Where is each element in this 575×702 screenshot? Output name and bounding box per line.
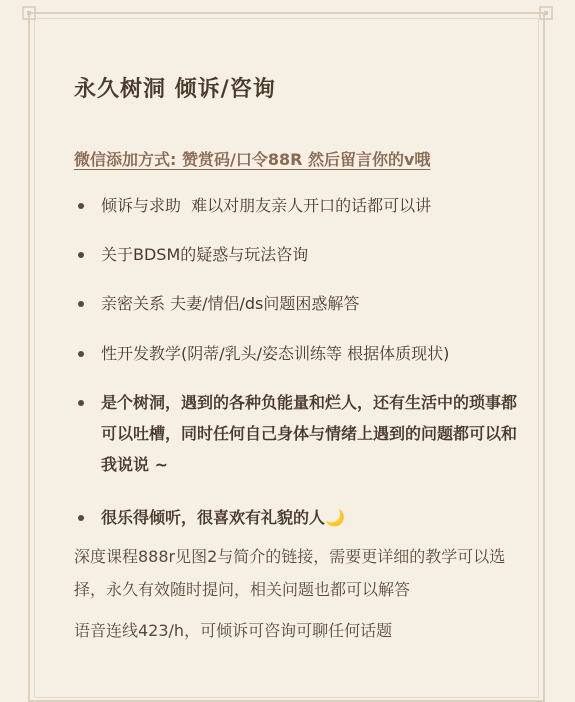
bullet-icon [78, 301, 84, 307]
list-item [78, 338, 518, 369]
list-item [78, 239, 518, 270]
bullet-icon [78, 203, 84, 209]
bullet-icon [78, 252, 84, 258]
list-item-text: 很乐得倾听，很喜欢有礼貌的人 [101, 508, 326, 527]
bullet-icon [78, 400, 84, 406]
voice-call-paragraph: 语音连线423/h，可倾诉可咨询可聊任何话题 [74, 621, 393, 640]
list-item-text-wrap [101, 502, 518, 533]
list-item-text: 亲密关系 夫妻/情侣/ds问题困惑解答 [101, 294, 360, 313]
list-item-text: 倾诉与求助 难以对朋友亲人开口的话都可以讲 [101, 196, 432, 215]
list-item-text: 关于BDSM的疑惑与玩法咨询 [101, 245, 309, 264]
list-item-text: 是个树洞，遇到的各种负能量和烂人，还有生活中的琐事都可以吐槽，同时任何自己身体与情绪上遇到的问题都可以和我说说 ~ [101, 393, 518, 474]
list-item [78, 190, 518, 221]
page-title: 永久树洞 倾诉/咨询 [74, 77, 276, 102]
bullet-icon [78, 351, 84, 357]
list-item [78, 502, 518, 533]
bullet-icon [78, 515, 84, 521]
wechat-instructions: 微信添加方式: 赞赏码/口令88R 然后留言你的v哦 [74, 150, 431, 169]
corner-ornament-icon [22, 6, 36, 20]
corner-ornament-icon [539, 6, 553, 20]
list-item [78, 387, 518, 480]
list-item [78, 288, 518, 319]
moon-icon: 🌙 [325, 508, 345, 527]
course-paragraph: 深度课程888r见图2与简介的链接，需要更详细的教学可以选择，永久有效随时提问，相关问题也都可以解答 [74, 547, 506, 599]
list-item-text: 性开发教学(阴蒂/乳头/姿态训练等 根据体质现状) [101, 344, 450, 363]
